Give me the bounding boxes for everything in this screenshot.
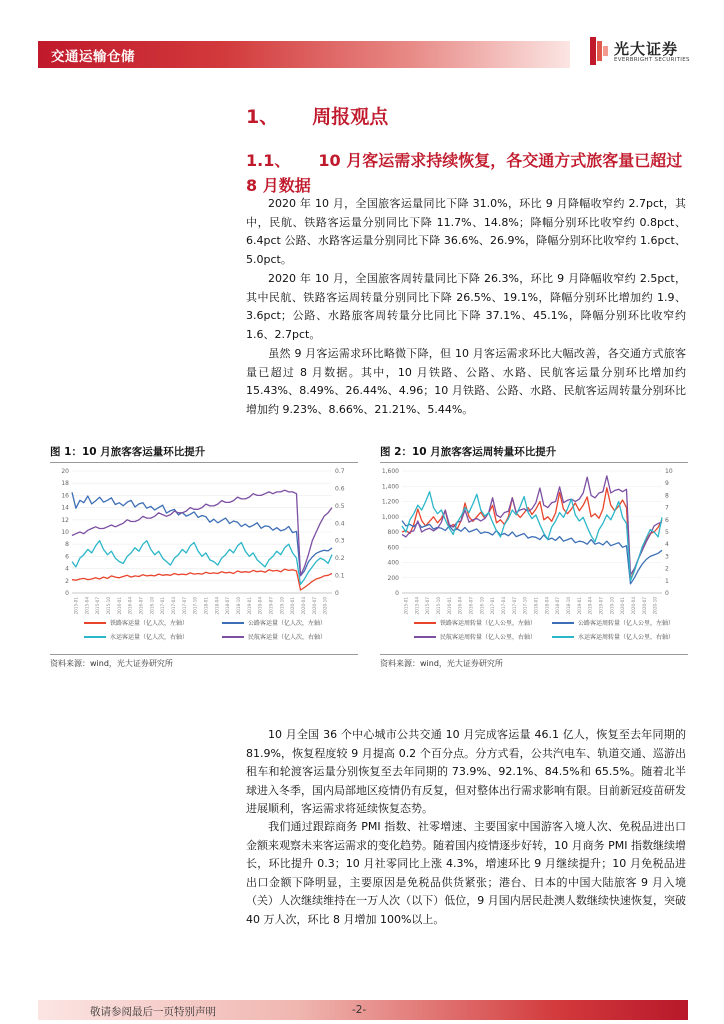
legend-label: 公路客运周转量（亿人公里，左轴） [578, 620, 675, 627]
paragraph: 2020 年 10 月，全国旅客周转量同比下降 26.3%，环比 9 月降幅收窄约 2.5pct，其中民航、铁路客运周转量分别同比下降 26.5%、19.1%，降幅分别环比增加约 1.9、3.6pct；公路、水路旅客周转量分比同比下降 37.1%、45.1%，降幅分别环比收窄约 1.6、2.7pct。 [246, 272, 686, 341]
figure-1-chart [50, 465, 358, 653]
x-tick: 2017-01 [160, 597, 166, 615]
logo-text: 光大证券 [614, 40, 679, 58]
subsection-heading [246, 148, 686, 198]
y-left-tick: 18 [61, 480, 69, 488]
y-right-tick: 0.3 [335, 537, 345, 545]
legend-label: 公路客运量（亿人次，左轴） [248, 620, 327, 627]
x-tick: 2018-01 [533, 597, 539, 615]
legend-label: 铁路客运周转量（亿人公里，左轴） [440, 620, 537, 627]
series-line-2 [402, 476, 662, 575]
x-tick: 2017-04 [170, 597, 176, 615]
figure-2-source: 资料来源：wind，光大证券研究所 [380, 659, 503, 668]
x-tick: 2016-01 [446, 597, 452, 615]
legend-label: 水运客运量（亿人次，右轴） [110, 634, 189, 641]
x-tick: 2018-04 [214, 597, 220, 615]
series-line-2 [72, 541, 332, 585]
y-left-tick: 14 [61, 504, 69, 512]
x-tick: 2018-07 [555, 597, 561, 615]
x-tick: 2017-07 [511, 597, 517, 615]
figure-1-title: 图 1：10 月旅客客运量环比提升 [50, 446, 206, 458]
x-tick: 2017-10 [522, 597, 528, 615]
x-tick: 2019-04 [257, 597, 263, 615]
subsection-title: 10 月客运需求持续恢复，各交通方式旅客量已超过 8 月数据 [246, 151, 683, 195]
x-tick: 2018-07 [225, 597, 231, 615]
series-line-1 [72, 492, 332, 576]
y-left-tick: 1,200 [381, 498, 399, 506]
x-tick: 2015-04 [414, 597, 420, 615]
x-tick: 2015-01 [403, 597, 409, 615]
x-tick: 2015-07 [425, 597, 431, 615]
x-tick: 2015-10 [435, 597, 441, 615]
series-line-1 [402, 521, 662, 584]
x-tick: 2019-07 [598, 597, 604, 615]
y-left-tick: 200 [387, 574, 399, 582]
figure-2-chart [380, 465, 688, 653]
logo-subtext: EVERBRIGHT SECURITIES [614, 57, 690, 63]
y-left-tick: 1,400 [381, 483, 399, 491]
y-left-tick: 800 [387, 529, 399, 536]
paragraph: 10 月全国 36 个中心城市公共交通 10 月完成客运量 46.1 亿人，恢复至去年同期的 81.9%，恢复程度较 9 月提高 0.2 个百分点。分方式看，公共汽电车、轨道交通、巡游出租车和轮渡客运量分别恢复至去年同期的 73.9%、92.1%、84.5%和 65.5%。随着北半球进入冬季，国内局部地区疫情仍有反复，但对整体出行需求影响有限。目前新冠疫苗研发进展顺利，客运需求将延续恢复态势。 [246, 728, 686, 816]
section-heading [246, 102, 388, 129]
y-left-tick: 4 [65, 565, 69, 573]
section-label: 交通运输仓储 [51, 49, 135, 65]
y-right-tick: 3 [665, 553, 669, 561]
x-tick: 2018-04 [544, 597, 550, 615]
y-left-tick: 0 [65, 590, 69, 597]
y-right-tick: 0 [665, 590, 669, 597]
y-right-tick: 10 [665, 468, 673, 475]
logo-icon [590, 37, 608, 65]
y-left-tick: 20 [61, 468, 69, 475]
x-tick: 2020-04 [630, 597, 636, 615]
x-tick: 2018-01 [203, 597, 209, 615]
y-right-tick: 5 [665, 529, 669, 536]
subsection-number: 1.1、 [246, 151, 291, 170]
y-left-tick: 12 [61, 516, 69, 524]
x-tick: 2020-10 [652, 597, 658, 615]
x-tick: 2017-04 [500, 597, 506, 615]
x-tick: 2020-04 [300, 597, 306, 615]
x-tick: 2020-01 [620, 597, 626, 615]
x-tick: 2016-10 [479, 597, 485, 615]
y-right-tick: 6 [665, 516, 669, 524]
x-tick: 2016-04 [457, 597, 463, 615]
x-tick: 2015-10 [105, 597, 111, 615]
y-left-tick: 1,000 [381, 513, 399, 521]
x-tick: 2020-07 [311, 597, 317, 615]
figure-1-rule [50, 462, 358, 463]
x-tick: 2020-10 [322, 597, 328, 615]
y-left-tick: 2 [65, 577, 69, 585]
y-right-tick: 0 [335, 590, 339, 597]
x-tick: 2019-04 [587, 597, 593, 615]
x-tick: 2019-01 [576, 597, 582, 615]
series-line-0 [72, 569, 332, 590]
x-tick: 2015-04 [84, 597, 90, 615]
y-left-tick: 1,600 [381, 468, 399, 475]
section-title: 周报观点 [312, 106, 389, 128]
y-right-tick: 4 [665, 541, 669, 549]
page-number: -2- [352, 1004, 367, 1016]
y-left-tick: 8 [65, 541, 69, 549]
y-right-tick: 8 [665, 492, 669, 500]
legend-label: 水运客运周转量（亿人公里，右轴） [578, 634, 675, 641]
y-left-tick: 10 [61, 529, 69, 536]
y-right-tick: 0.5 [335, 502, 345, 510]
y-right-tick: 7 [665, 504, 669, 512]
figure-2-rule [380, 462, 688, 463]
x-tick: 2016-07 [468, 597, 474, 615]
x-tick: 2015-01 [73, 597, 79, 615]
y-right-tick: 1 [665, 577, 669, 585]
y-right-tick: 2 [665, 565, 669, 573]
y-left-tick: 6 [65, 553, 69, 561]
y-left-tick: 400 [387, 559, 399, 567]
x-tick: 2019-10 [279, 597, 285, 615]
footer-disclaimer: 敬请参阅最后一页特别声明 [90, 1006, 216, 1018]
x-tick: 2016-04 [127, 597, 133, 615]
figure-1-source: 资料来源：wind，光大证券研究所 [50, 659, 173, 668]
x-tick: 2019-07 [268, 597, 274, 615]
x-tick: 2017-01 [490, 597, 496, 615]
x-tick: 2016-01 [116, 597, 122, 615]
legend-label: 民航客运量（亿人次，右轴） [248, 634, 327, 641]
x-tick: 2016-07 [138, 597, 144, 615]
y-right-tick: 0.4 [335, 520, 345, 528]
y-left-tick: 16 [61, 492, 69, 500]
y-right-tick: 0.1 [335, 572, 345, 580]
y-right-tick: 0.7 [335, 468, 345, 475]
paragraph: 虽然 9 月客运需求环比略微下降，但 10 月客运需求环比大幅改善，各交通方式旅客量已超过 8 月数据。其中，10 月铁路、公路、水路、民航客运量分别环比增加约 15.43%、8.49%、26.44%、4.96；10 月铁路、公路、水路、民航客运周转量分别环比增加约 9.23%、8.66%、21.21%、5.44%。 [246, 347, 686, 416]
x-tick: 2020-01 [290, 597, 296, 615]
figure-1-bottom-rule [50, 654, 358, 655]
x-tick: 2019-10 [609, 597, 615, 615]
legend-label: 铁路客运量（亿人次，左轴） [110, 620, 189, 627]
x-tick: 2015-07 [95, 597, 101, 615]
paragraph: 2020 年 10 月，全国旅客运量同比下降 31.0%，环比 9 月降幅收窄约 2.7pct，其中，民航、铁路客运量分别同比下降 11.7%、14.8%；降幅分别环比收窄约 0.8pct、6.4pct 公路、水路客运量分别同比下降 36.6%、26.9%，降幅分别环比收窄约 1.6pct、5.0pct。 [246, 197, 686, 266]
y-left-tick: 0 [395, 590, 399, 597]
y-right-tick: 0.2 [335, 555, 345, 563]
x-tick: 2016-10 [149, 597, 155, 615]
x-tick: 2018-10 [565, 597, 571, 615]
x-tick: 2017-07 [181, 597, 187, 615]
y-right-tick: 9 [665, 480, 669, 488]
section-number: 1、 [246, 106, 279, 128]
x-tick: 2020-07 [641, 597, 647, 615]
figure-2-bottom-rule [380, 654, 688, 655]
legend-label: 民航客运周转量（亿人公里，右轴） [440, 634, 537, 641]
x-tick: 2018-10 [235, 597, 241, 615]
x-tick: 2019-01 [246, 597, 252, 615]
paragraph: 我们通过跟踪商务 PMI 指数、社零增速、主要国家中国游客入境人次、免税品进出口金额来观察未来客运需求的变化趋势。随着国内疫情逐步好转，10 月商务 PMI 指数继续增长，环比提升 0.3；10 月社零同比上涨 4.3%，增速环比 9 月继续提升；10 月免税品进出口金额下降明显，主要原因是免税品供货紧张；港台、日本的中国大陆旅客 9 月入境（关）人次继续维持在一万人次（以下）低位，9 月国内居民赴澳人数继续快速恢复，突破 40 万人次，环比 8 月增加 100%以上。 [246, 820, 686, 926]
x-tick: 2017-10 [192, 597, 198, 615]
y-right-tick: 0.6 [335, 485, 345, 493]
y-left-tick: 600 [387, 544, 399, 552]
figure-2-title: 图 2：10 月旅客客运周转量环比提升 [380, 446, 557, 458]
